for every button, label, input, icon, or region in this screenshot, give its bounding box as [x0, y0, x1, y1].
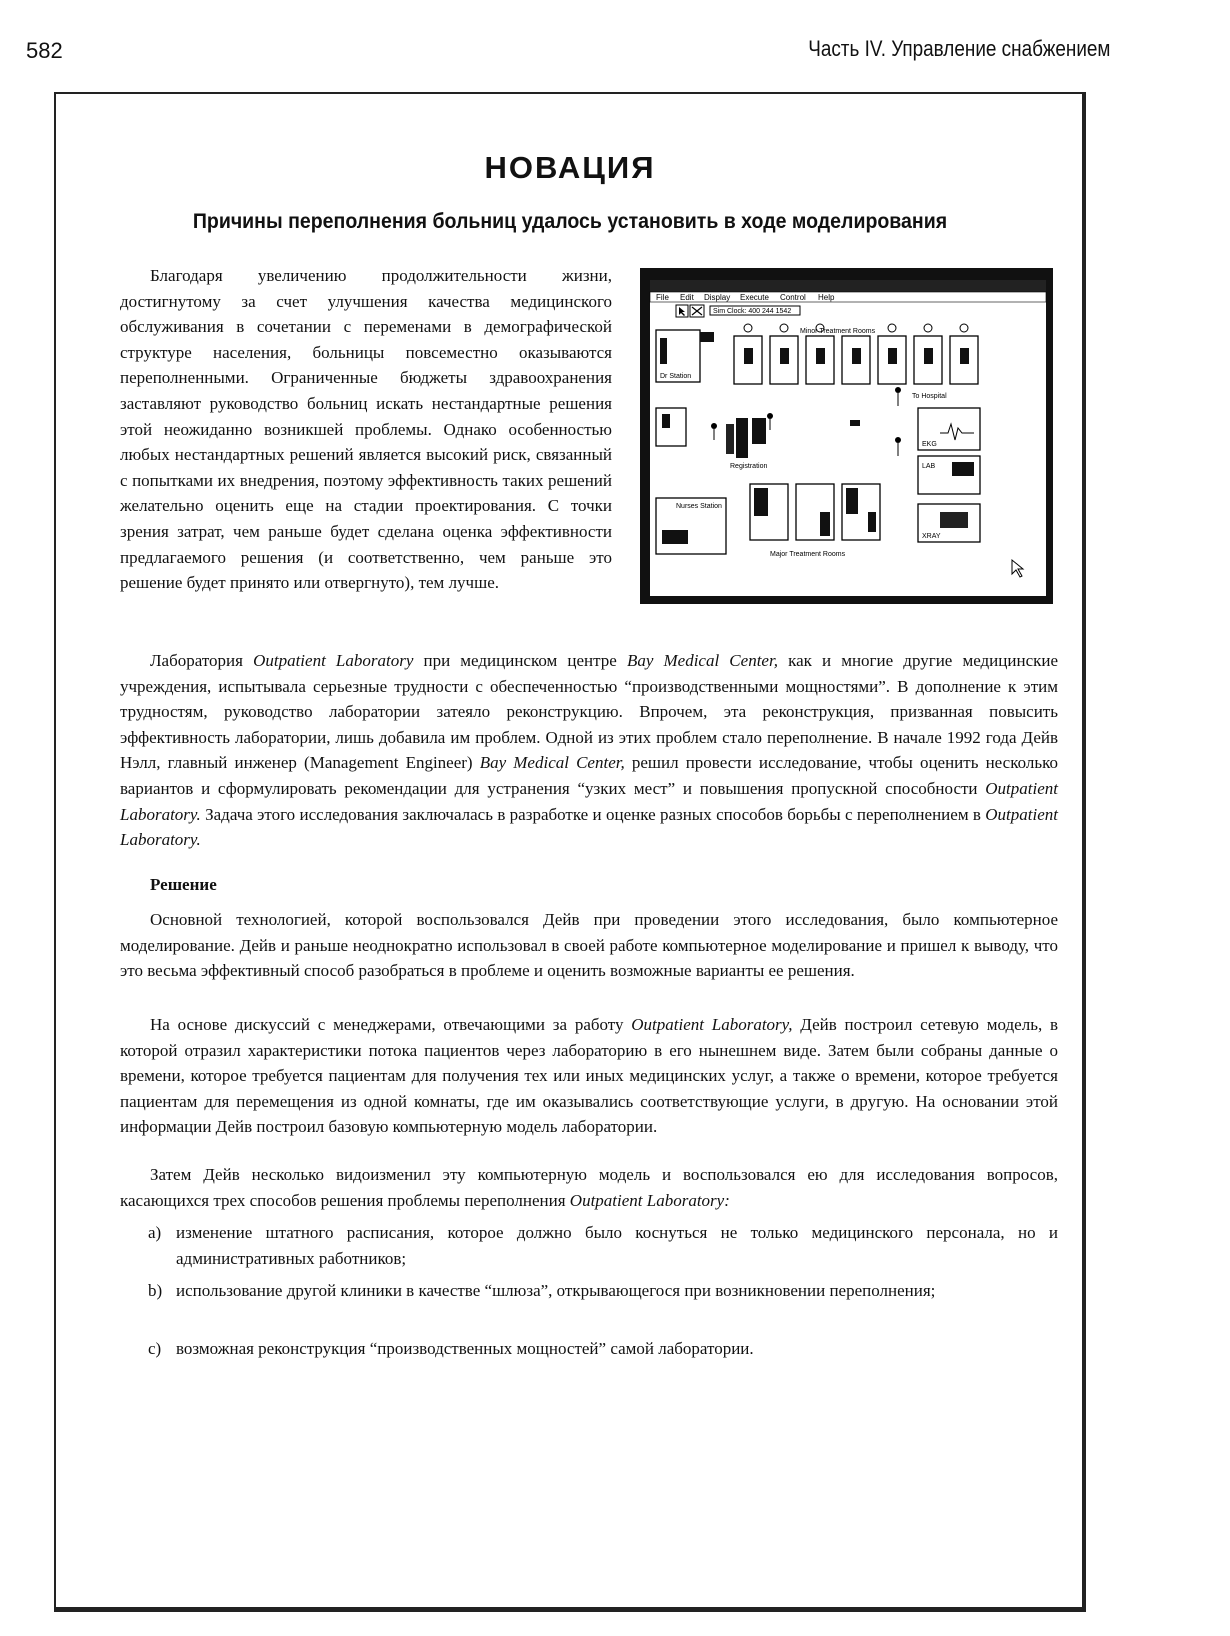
- page-number: 582: [26, 38, 63, 63]
- italic-name: Outpatient Laboratory:: [569, 1190, 730, 1210]
- text-run: Лаборатория: [150, 651, 254, 670]
- box-subtitle: Причины переполнения больниц удалось установить в ходе моделирования: [192, 210, 948, 233]
- italic-name: Bay Medical Center,: [479, 753, 625, 773]
- list-text: возможная реконструкция “производственных мощностей” самой лаборатории.: [176, 1339, 754, 1358]
- list-item: [148, 1220, 1058, 1271]
- italic-name: Outpatient Laboratory,: [631, 1015, 793, 1034]
- label-nurses-station: Nurses Station: [676, 503, 722, 510]
- list-text: использование другой клиники в качестве “шлюза”, открывающегося при возникновении переполнения;: [176, 1281, 936, 1300]
- text-run: при медицинском центре: [413, 651, 627, 670]
- list-marker: b): [148, 1281, 163, 1300]
- paragraph-technology: Основной технологией, которой воспользовался Дейв при проведении этого исследования, было компьютерное моделирование. Дейв и раньше неоднократно использовал в своей работе компьютерное моделирование и пришел к выводу, что это весьма эффективный способ разобраться в проблеме и оценить возможные варианты ее решения.: [120, 910, 1058, 981]
- list-item: [148, 1278, 1058, 1304]
- italic-name: Outpatient Laboratory: [253, 651, 414, 670]
- label-ekg: EKG: [922, 441, 937, 448]
- list-marker: c): [148, 1339, 162, 1358]
- italic-name: Bay Medical Center,: [626, 651, 778, 670]
- italic-name: Outpatient Laboratory.: [120, 778, 1058, 824]
- text-run: решил провести исследование, чтобы оценить несколько вариантов и сформулировать рекомендации для устранения “узких мест” и повышения пропускной способности: [120, 753, 1058, 798]
- label-major-rooms: Major Treatment Rooms: [770, 551, 846, 558]
- window-titlebar: [650, 280, 1046, 292]
- text-run: Дейв построил сетевую модель, в которой отразил характеристики потока пациентов через лабораторию в его нынешнем виде. Затем были собраны данные о времени, которое требуется пациентам для получения тех или иных медицинских услуг, а также о времени, которое требуется пациентам для перемещения из одной комнаты, где им оказывались соответствующие услуги, в другую. На основании этой информации Дейв построил базовую компьютерную модель лаборатории.: [120, 1015, 1059, 1137]
- label-xray: XRAY: [922, 533, 941, 540]
- tv-icon: [700, 332, 714, 342]
- menu-file: File: [656, 293, 669, 302]
- running-head: Часть IV. Управление снабжением: [807, 36, 1110, 61]
- paragraph-bay-medical: [120, 648, 1058, 853]
- box-title: НОВАЦИЯ: [484, 150, 656, 185]
- sim-clock-readout: Sim Clock: 400 244 1542: [713, 308, 792, 315]
- simulation-screenshot-svg: [640, 268, 1053, 604]
- label-registration: Registration: [730, 463, 768, 470]
- menu-display: Display: [704, 293, 731, 302]
- paragraph-intro: Благодаря увеличению продолжительности жизни, достигнутому за счет улучшения качества медицинского обслуживания в сочетании с переменами в демографической структуре населения, больницы повсеместно оказываются переполненными. Ограниченные бюджеты здравоохранения заставляют руководство больниц искать нестандартные решения этой неожиданно возникшей проблемы. Однако особенностью любых нестандартных решений является высокий риск, связанный с попытками их внедрения, поэтому эффективность таких решений желательно оценить еще на стадии проектирования. С точки зрения затрат, чем раньше будет сделана оценка эффективности предлагаемого решения (и соответственно, чем раньше это решение будет принято или отвергнуто), тем лучше.: [120, 266, 612, 593]
- paragraph-network-model: [120, 1012, 1058, 1140]
- label-minor-rooms: Minor Treatment Rooms: [800, 328, 876, 335]
- list-item: [148, 1336, 1058, 1362]
- list-text: изменение штатного расписания, которое должно было коснуться не только медицинского персонала, но и административных работников;: [176, 1223, 1058, 1268]
- menu-help: Help: [818, 293, 835, 302]
- waiting-marker: [850, 420, 860, 426]
- text-run: как и многие другие медицинские учреждения, испытывала серьезные трудности с обеспеченностью “производственными мощностями”. В дополнение к этим трудностям, руководство лаборатории затеяло реконструкцию. Впрочем, эта реконструкция, призванная повысить эффективность лаборатории, лишь добавила им проблем. Одной из этих проблем стало переполнение. В начале 1992 года Дейв Нэлл, главный инженер (Management Engineer): [120, 651, 1059, 773]
- label-lab: LAB: [922, 463, 936, 470]
- label-dr-station: Dr Station: [660, 373, 692, 380]
- label-to-hospital: To Hospital: [912, 393, 947, 400]
- simulation-screenshot: [640, 268, 1053, 604]
- list-marker: a): [148, 1223, 162, 1242]
- menu-edit: Edit: [680, 293, 694, 302]
- text-run: На основе дискуссий с менеджерами, отвечающими за работу: [150, 1015, 632, 1034]
- paragraph-model-modification: [120, 1162, 1058, 1213]
- solution-heading: Решение: [150, 875, 217, 894]
- menu-control: Control: [780, 293, 806, 302]
- menu-execute: Execute: [740, 293, 769, 302]
- text-run: Задача этого исследования заключалась в разработке и оценке разных способов борьбы с переполнением в: [200, 804, 986, 824]
- text-run: Затем Дейв несколько видоизменил эту компьютерную модель и воспользовался ею для исследования вопросов, касающихся трех способов решения проблемы переполнения: [120, 1165, 1058, 1210]
- italic-name: Outpatient Laboratory.: [120, 804, 1058, 850]
